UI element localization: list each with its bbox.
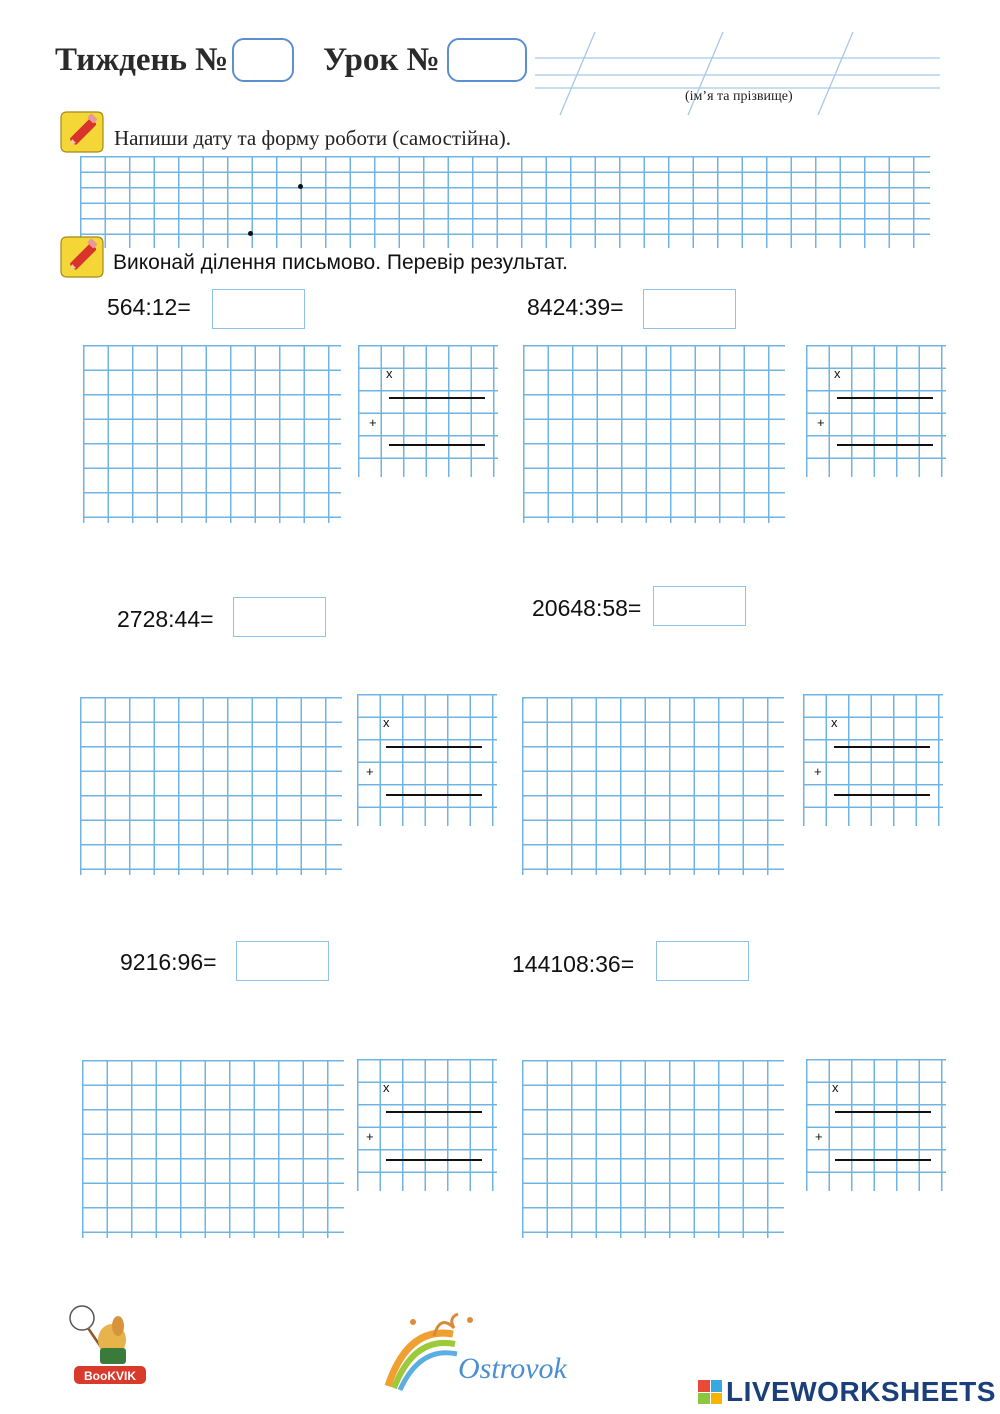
bookvik-logo-text: BooKVIK bbox=[84, 1369, 136, 1383]
answer-input[interactable] bbox=[233, 597, 326, 637]
multiply-sign: x bbox=[831, 715, 838, 730]
pencil-icon bbox=[59, 110, 105, 154]
check-work-grid[interactable] bbox=[803, 694, 943, 826]
answer-input[interactable] bbox=[212, 289, 305, 329]
check-work-grid[interactable] bbox=[357, 694, 497, 826]
multiply-sign: x bbox=[383, 1080, 390, 1095]
task2-instruction: Виконай ділення письмово. Перевір результат. bbox=[113, 251, 568, 274]
task1-instruction: Напиши дату та форму роботи (самостійна). bbox=[114, 126, 511, 150]
week-number-input[interactable] bbox=[232, 38, 294, 82]
check-work-grid[interactable] bbox=[357, 1059, 497, 1191]
division-expression: 20648:58= bbox=[532, 595, 642, 621]
plus-sign: + bbox=[366, 764, 374, 779]
plus-sign: + bbox=[814, 764, 822, 779]
multiply-sign: x bbox=[834, 366, 841, 381]
lesson-number-input[interactable] bbox=[447, 38, 527, 82]
check-rule-line bbox=[834, 746, 930, 748]
answer-input[interactable] bbox=[653, 586, 746, 626]
name-writing-lines[interactable] bbox=[530, 30, 950, 120]
bookvik-logo bbox=[62, 1298, 154, 1390]
grid-dot bbox=[298, 184, 303, 189]
answer-input[interactable] bbox=[236, 941, 329, 981]
name-caption: (ім’я та прізвище) bbox=[685, 89, 793, 104]
check-rule-line bbox=[386, 1111, 482, 1113]
plus-sign: + bbox=[815, 1129, 823, 1144]
answer-input[interactable] bbox=[643, 289, 736, 329]
plus-sign: + bbox=[369, 415, 377, 430]
ostrovok-logo-text: Ostrovok bbox=[458, 1352, 567, 1385]
plus-sign: + bbox=[817, 415, 825, 430]
date-writing-grid[interactable] bbox=[80, 156, 930, 248]
plus-sign: + bbox=[366, 1129, 374, 1144]
division-work-grid[interactable] bbox=[80, 697, 342, 875]
check-rule-line bbox=[386, 1159, 482, 1161]
division-expression: 144108:36= bbox=[512, 951, 635, 977]
check-work-grid[interactable] bbox=[806, 345, 946, 477]
check-rule-line bbox=[837, 444, 933, 446]
check-rule-line bbox=[389, 444, 485, 446]
grid-dot bbox=[248, 231, 253, 236]
check-rule-line bbox=[389, 397, 485, 399]
check-work-grid[interactable] bbox=[358, 345, 498, 477]
check-rule-line bbox=[835, 1111, 931, 1113]
liveworksheets-icon bbox=[698, 1380, 722, 1404]
division-expression: 564:12= bbox=[107, 294, 191, 320]
pencil-icon bbox=[59, 235, 105, 279]
multiply-sign: x bbox=[386, 366, 393, 381]
multiply-sign: x bbox=[832, 1080, 839, 1095]
division-work-grid[interactable] bbox=[523, 345, 785, 523]
lesson-label: Урок № bbox=[323, 42, 440, 78]
division-expression: 9216:96= bbox=[120, 949, 217, 975]
division-work-grid[interactable] bbox=[82, 1060, 344, 1238]
check-rule-line bbox=[386, 794, 482, 796]
division-expression: 2728:44= bbox=[117, 606, 214, 632]
check-work-grid[interactable] bbox=[806, 1059, 946, 1191]
division-work-grid[interactable] bbox=[83, 345, 341, 523]
ostrovok-logo bbox=[378, 1306, 603, 1394]
check-rule-line bbox=[837, 397, 933, 399]
multiply-sign: x bbox=[383, 715, 390, 730]
liveworksheets-brand[interactable]: LIVEWORKSHEETS bbox=[726, 1376, 996, 1407]
division-work-grid[interactable] bbox=[522, 1060, 784, 1238]
answer-input[interactable] bbox=[656, 941, 749, 981]
check-rule-line bbox=[386, 746, 482, 748]
check-rule-line bbox=[835, 1159, 931, 1161]
division-expression: 8424:39= bbox=[527, 294, 624, 320]
check-rule-line bbox=[834, 794, 930, 796]
division-work-grid[interactable] bbox=[522, 697, 784, 875]
week-label: Тиждень № bbox=[55, 42, 229, 78]
